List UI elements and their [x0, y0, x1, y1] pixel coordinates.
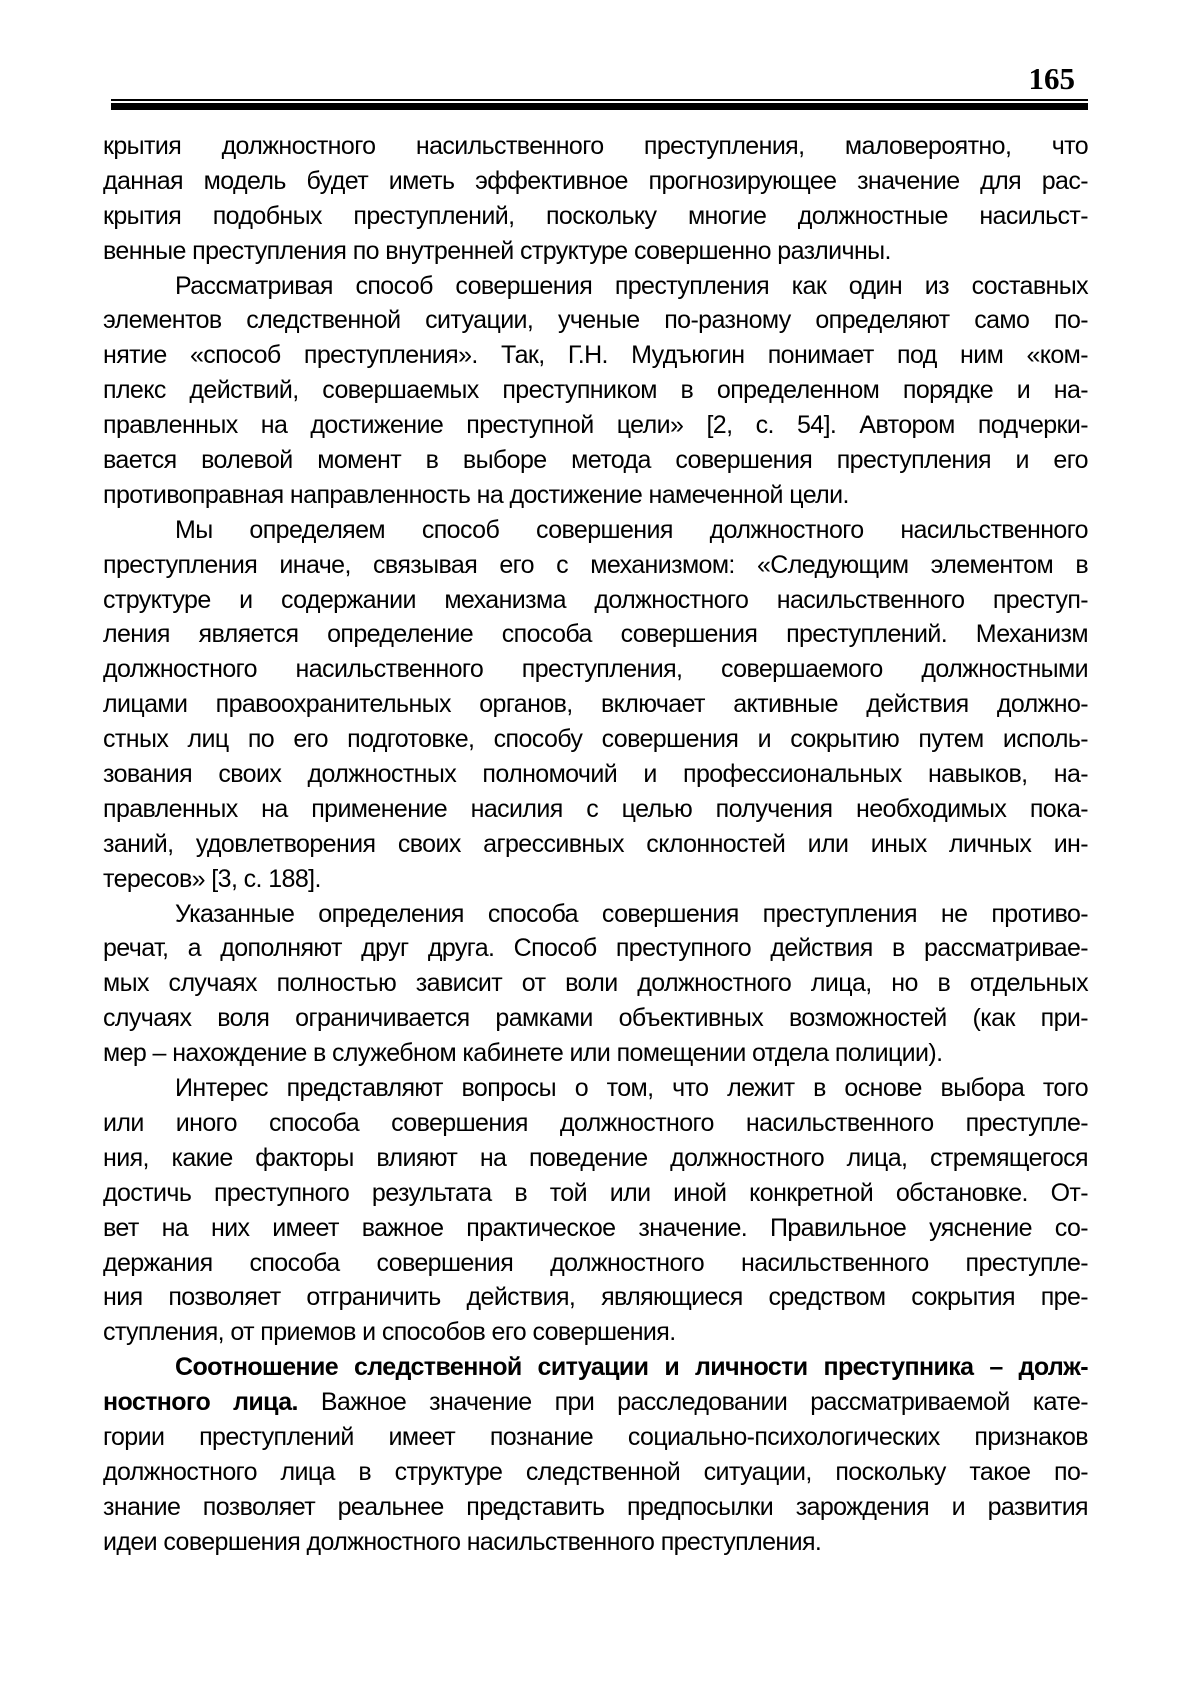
- text-run: крытия подобных преступлений, поскольку многие должностные насильст-: [103, 201, 1088, 230]
- text-line: [103, 548, 1088, 583]
- text-line: [103, 1211, 1088, 1246]
- page-header: [111, 62, 1088, 110]
- text-run: гории преступлений имеет познание социально-психологических признаков: [103, 1422, 1088, 1451]
- text-run: стных лиц по его подготовке, способу совершения и сокрытию путем исполь-: [103, 725, 1088, 754]
- text-line: [103, 1315, 1088, 1350]
- text-run: случаях воля ограничивается рамками объективных возможностей (как при-: [103, 1004, 1088, 1033]
- text-run: ступления, от приемов и способов его совершения.: [103, 1318, 676, 1347]
- text-run: Мы определяем способ совершения должностного насильственного: [175, 515, 1088, 544]
- text-line: [103, 1071, 1088, 1106]
- text-line: [103, 652, 1088, 687]
- text-line: [103, 199, 1088, 234]
- text-run: держания способа совершения должностного насильственного преступле-: [103, 1248, 1088, 1277]
- paragraph: [103, 129, 1088, 269]
- text-run: достичь преступного результата в той или иной конкретной обстановке. От-: [103, 1178, 1088, 1207]
- paragraph: [103, 269, 1088, 513]
- text-line: [103, 338, 1088, 373]
- text-run: крытия должностного насильственного преступления, маловероятно, что: [103, 132, 1088, 160]
- text-run: противоправная направленность на достижение намеченной цели.: [103, 480, 849, 509]
- text-run: лицами правоохранительных органов, включает активные действия должно-: [103, 690, 1088, 719]
- text-run: структуре и содержании механизма должностного насильственного преступ-: [103, 585, 1088, 614]
- text-line: [103, 897, 1088, 932]
- page-body-text: [103, 129, 1088, 1560]
- text-line: [103, 1455, 1088, 1490]
- text-line: [103, 1350, 1088, 1385]
- text-line: [103, 1141, 1088, 1176]
- bold-text-run: Соотношение следственной ситуации и личности преступника – долж-: [175, 1353, 1088, 1382]
- text-run: ния позволяет отграничить действия, являющиеся средством сокрытия пре-: [103, 1283, 1088, 1312]
- text-line: [103, 966, 1088, 1001]
- text-run: речат, а дополняют друг друга. Способ преступного действия в рассматривае-: [103, 934, 1088, 963]
- text-line: [103, 443, 1088, 478]
- paragraph: [103, 1350, 1088, 1559]
- text-line: [103, 269, 1088, 304]
- text-line: [103, 1280, 1088, 1315]
- text-line: [103, 373, 1088, 408]
- text-run: Указанные определения способа совершения преступления не противо-: [175, 899, 1088, 928]
- text-run: должностного лица в структуре следственной ситуации, поскольку такое по-: [103, 1457, 1088, 1486]
- text-line: [103, 1246, 1088, 1281]
- text-line: [103, 408, 1088, 443]
- text-run: нятие «способ преступления». Так, Г.Н. Мудъюгин понимает под ним «ком-: [103, 341, 1088, 370]
- text-line: [103, 757, 1088, 792]
- text-line: [103, 617, 1088, 652]
- header-rule-thin: [111, 99, 1088, 101]
- text-line: [103, 234, 1088, 269]
- text-run: элементов следственной ситуации, ученые по-разному определяют само по-: [103, 306, 1088, 335]
- text-run: идеи совершения должностного насильственного преступления.: [103, 1527, 822, 1556]
- text-run: Важное значение при расследовании рассматриваемой кате-: [297, 1388, 1088, 1417]
- text-run: данная модель будет иметь эффективное прогнозирующее значение для рас-: [103, 166, 1088, 195]
- text-line: [103, 513, 1088, 548]
- text-run: мых случаях полностью зависит от воли должностного лица, но в отдельных: [103, 969, 1088, 998]
- text-line: [103, 478, 1088, 513]
- text-line: [103, 1001, 1088, 1036]
- text-line: [103, 1106, 1088, 1141]
- text-run: тересов» [3, с. 188].: [103, 864, 321, 893]
- text-run: правленных на применение насилия с целью получения необходимых пока-: [103, 794, 1088, 823]
- header-rule-thick: [111, 103, 1088, 110]
- text-run: мер – нахождение в служебном кабинете или помещении отдела полиции).: [103, 1039, 943, 1068]
- text-line: [103, 303, 1088, 338]
- text-run: или иного способа совершения должностного насильственного преступле-: [103, 1108, 1088, 1137]
- page-number: 165: [1028, 61, 1075, 96]
- text-line: [103, 1176, 1088, 1211]
- paragraph: [103, 513, 1088, 897]
- text-line: [103, 862, 1088, 897]
- text-line: [103, 1490, 1088, 1525]
- text-line: [103, 1525, 1088, 1560]
- text-line: [103, 129, 1088, 164]
- text-line: [103, 792, 1088, 827]
- text-line: [103, 164, 1088, 199]
- text-run: преступления иначе, связывая его с механизмом: «Следующим элементом в: [103, 550, 1088, 579]
- text-run: правленных на достижение преступной цели» [2, с. 54]. Автором подчерки-: [103, 411, 1088, 440]
- text-line: [103, 583, 1088, 618]
- text-run: должностного насильственного преступления, совершаемого должностными: [103, 655, 1088, 684]
- text-line: [103, 722, 1088, 757]
- paragraph: [103, 897, 1088, 1071]
- text-run: вет на них имеет важное практическое значение. Правильное уяснение со-: [103, 1213, 1088, 1242]
- text-run: Рассматривая способ совершения преступления как один из составных: [175, 271, 1088, 300]
- text-run: ления является определение способа совершения преступлений. Механизм: [103, 620, 1088, 649]
- text-line: [103, 931, 1088, 966]
- text-line: [103, 1385, 1088, 1420]
- text-run: венные преступления по внутренней структуре совершенно различны.: [103, 236, 891, 265]
- text-line: [103, 1036, 1088, 1071]
- text-run: знание позволяет реальнее представить предпосылки зарождения и развития: [103, 1492, 1088, 1521]
- text-run: ния, какие факторы влияют на поведение должностного лица, стремящегося: [103, 1143, 1088, 1172]
- paragraph: [103, 1071, 1088, 1350]
- text-run: заний, удовлетворения своих агрессивных склонностей или иных личных ин-: [103, 829, 1088, 858]
- text-run: вается волевой момент в выборе метода совершения преступления и его: [103, 446, 1088, 475]
- text-run: зования своих должностных полномочий и профессиональных навыков, на-: [103, 760, 1088, 789]
- text-run: Интерес представляют вопросы о том, что лежит в основе выбора того: [175, 1074, 1088, 1103]
- text-line: [103, 1420, 1088, 1455]
- text-line: [103, 827, 1088, 862]
- bold-text-run: ностного лица.: [103, 1388, 298, 1417]
- text-line: [103, 687, 1088, 722]
- text-run: плекс действий, совершаемых преступником в определенном порядке и на-: [103, 376, 1088, 405]
